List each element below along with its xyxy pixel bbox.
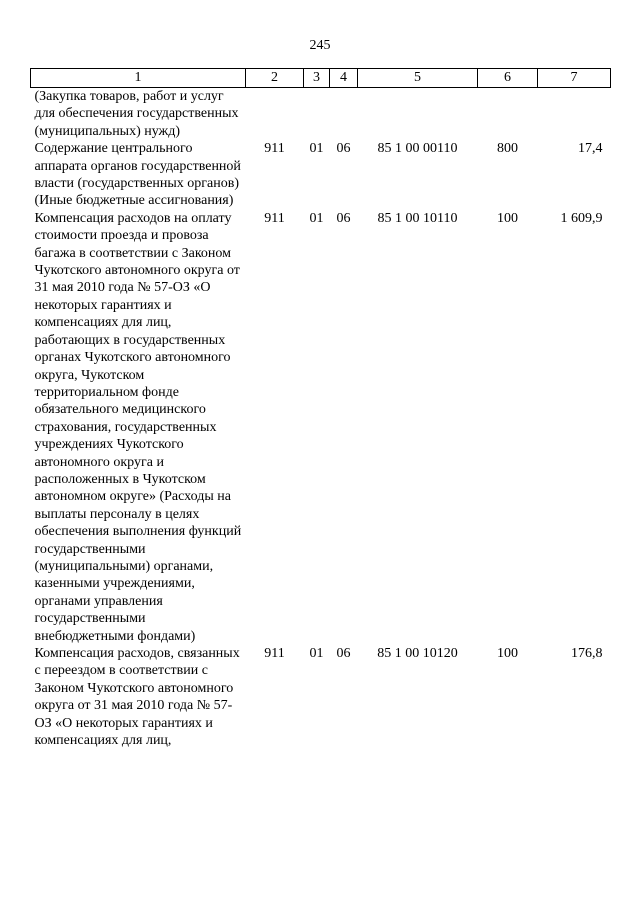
row-name: Компенсация расходов, связанных с переездом в соответствии с Законом Чукотского автономного округа от 31 мая 2010 года № 57-ОЗ «О некоторых гарантиях и компенсациях для лиц,	[34, 646, 240, 749]
row-target-code: 85 1 00 10110	[377, 210, 458, 226]
row-name: Компенсация расходов на оплату стоимости проезда и провоза багажа в соответствии с Законом Чукотского автономного округа от 31 мая 2010 года № 57-ОЗ «О некоторых гарантиях и компенсациях для лиц, работающих в государственных органах Чукотского автономного округа, Чукотском территориальном фонде обязательного медицинского страхования, государственных учреждениях Чукотского автономного округа и расположенных в Чукотском автономном округе» (Расходы на выплаты персоналу в целях обеспечения выполнения функций государственными (муниципальными) органами, казенными учреждениями, органами управления государственными внебюджетными фондами)	[34, 210, 242, 644]
budget-table	[30, 68, 611, 749]
row-section-code	[304, 88, 330, 141]
column-header-5: 5	[358, 69, 478, 88]
row-ministry-code: 911	[264, 141, 285, 157]
header-row	[31, 69, 611, 88]
row-target-code	[358, 88, 478, 141]
column-header-3: 3	[304, 69, 330, 88]
table-body	[31, 88, 611, 750]
row-amount: 17,4	[578, 141, 603, 157]
row-subsection-code: 06	[336, 141, 351, 157]
row-name: Содержание центрального аппарата органов государственной власти (государственных органов) (Иные бюджетные ассигнования)	[34, 141, 241, 209]
column-header-4: 4	[330, 69, 358, 88]
column-header-2: 2	[246, 69, 304, 88]
row-amount	[538, 88, 611, 141]
row-subsection-code	[330, 88, 358, 141]
row-expense-type: 100	[497, 210, 518, 226]
column-header-7: 7	[538, 69, 611, 88]
row-target-code: 85 1 00 00110	[377, 141, 458, 157]
row-expense-type	[478, 88, 538, 141]
table-header	[31, 69, 611, 88]
table-row	[31, 88, 611, 141]
table-row	[31, 645, 611, 749]
row-target-code: 85 1 00 10120	[377, 646, 458, 661]
row-subsection-code: 06	[336, 646, 351, 661]
row-amount: 1 609,9	[560, 210, 603, 226]
column-header-6: 6	[478, 69, 538, 88]
row-expense-type: 100	[497, 646, 518, 661]
row-ministry-code: 911	[264, 210, 285, 226]
row-section-code: 01	[309, 141, 324, 157]
row-subsection-code: 06	[336, 210, 351, 226]
row-section-code: 01	[309, 646, 324, 661]
row-name: (Закупка товаров, работ и услуг для обеспечения государственных (муниципальных) нужд)	[34, 89, 239, 139]
page-number: 245	[309, 38, 331, 53]
row-ministry-code	[246, 88, 304, 141]
table-row	[31, 210, 611, 645]
row-section-code: 01	[309, 210, 324, 226]
row-ministry-code: 911	[264, 646, 285, 661]
row-amount: 176,8	[571, 646, 603, 661]
column-header-1: 1	[31, 69, 246, 88]
table-row	[31, 140, 611, 210]
row-expense-type: 800	[497, 141, 518, 157]
